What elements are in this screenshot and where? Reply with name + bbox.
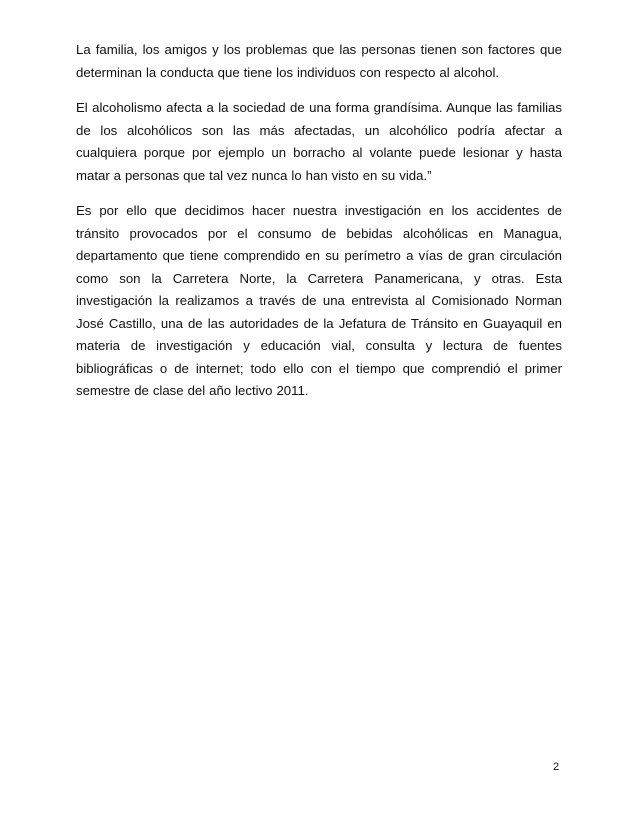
paragraph-family-factors: La familia, los amigos y los problemas que las personas tienen son factores que determinan la conducta que tiene los individuos con respecto al alcohol. (76, 42, 562, 80)
paragraph-investigation: Es por ello que decidimos hacer nuestra investigación en los accidentes de tránsito provocados por el consumo de bebidas alcohólicas en Managua, departamento que tiene comprendido en su perímetro a vías de gran circulación como son la Carretera Norte, la Carretera Panamericana, y otras. Esta investigación la realizamos a través de una entrevista al Comisionado Norman José Castillo, una de las autoridades de la Jefatura de Tránsito en Guayaquil en materia de investigación y educación vial, consulta y lectura de fuentes bibliográficas o de internet; todo ello con el tiempo que comprendió el primer semestre de clase del año lectivo 2011. (76, 203, 562, 398)
paragraph-alcoholism-society: El alcoholismo afecta a la sociedad de una forma grandísima. Aunque las familias de los alcohólicos son las más afectadas, un alcohólico podría afectar a cualquiera porque por ejemplo un borracho al volante puede lesionar y hasta matar a personas que tal vez nunca lo han visto en su vida.” (76, 100, 562, 183)
page-number: 2 (553, 761, 560, 773)
document-body (76, 39, 562, 416)
